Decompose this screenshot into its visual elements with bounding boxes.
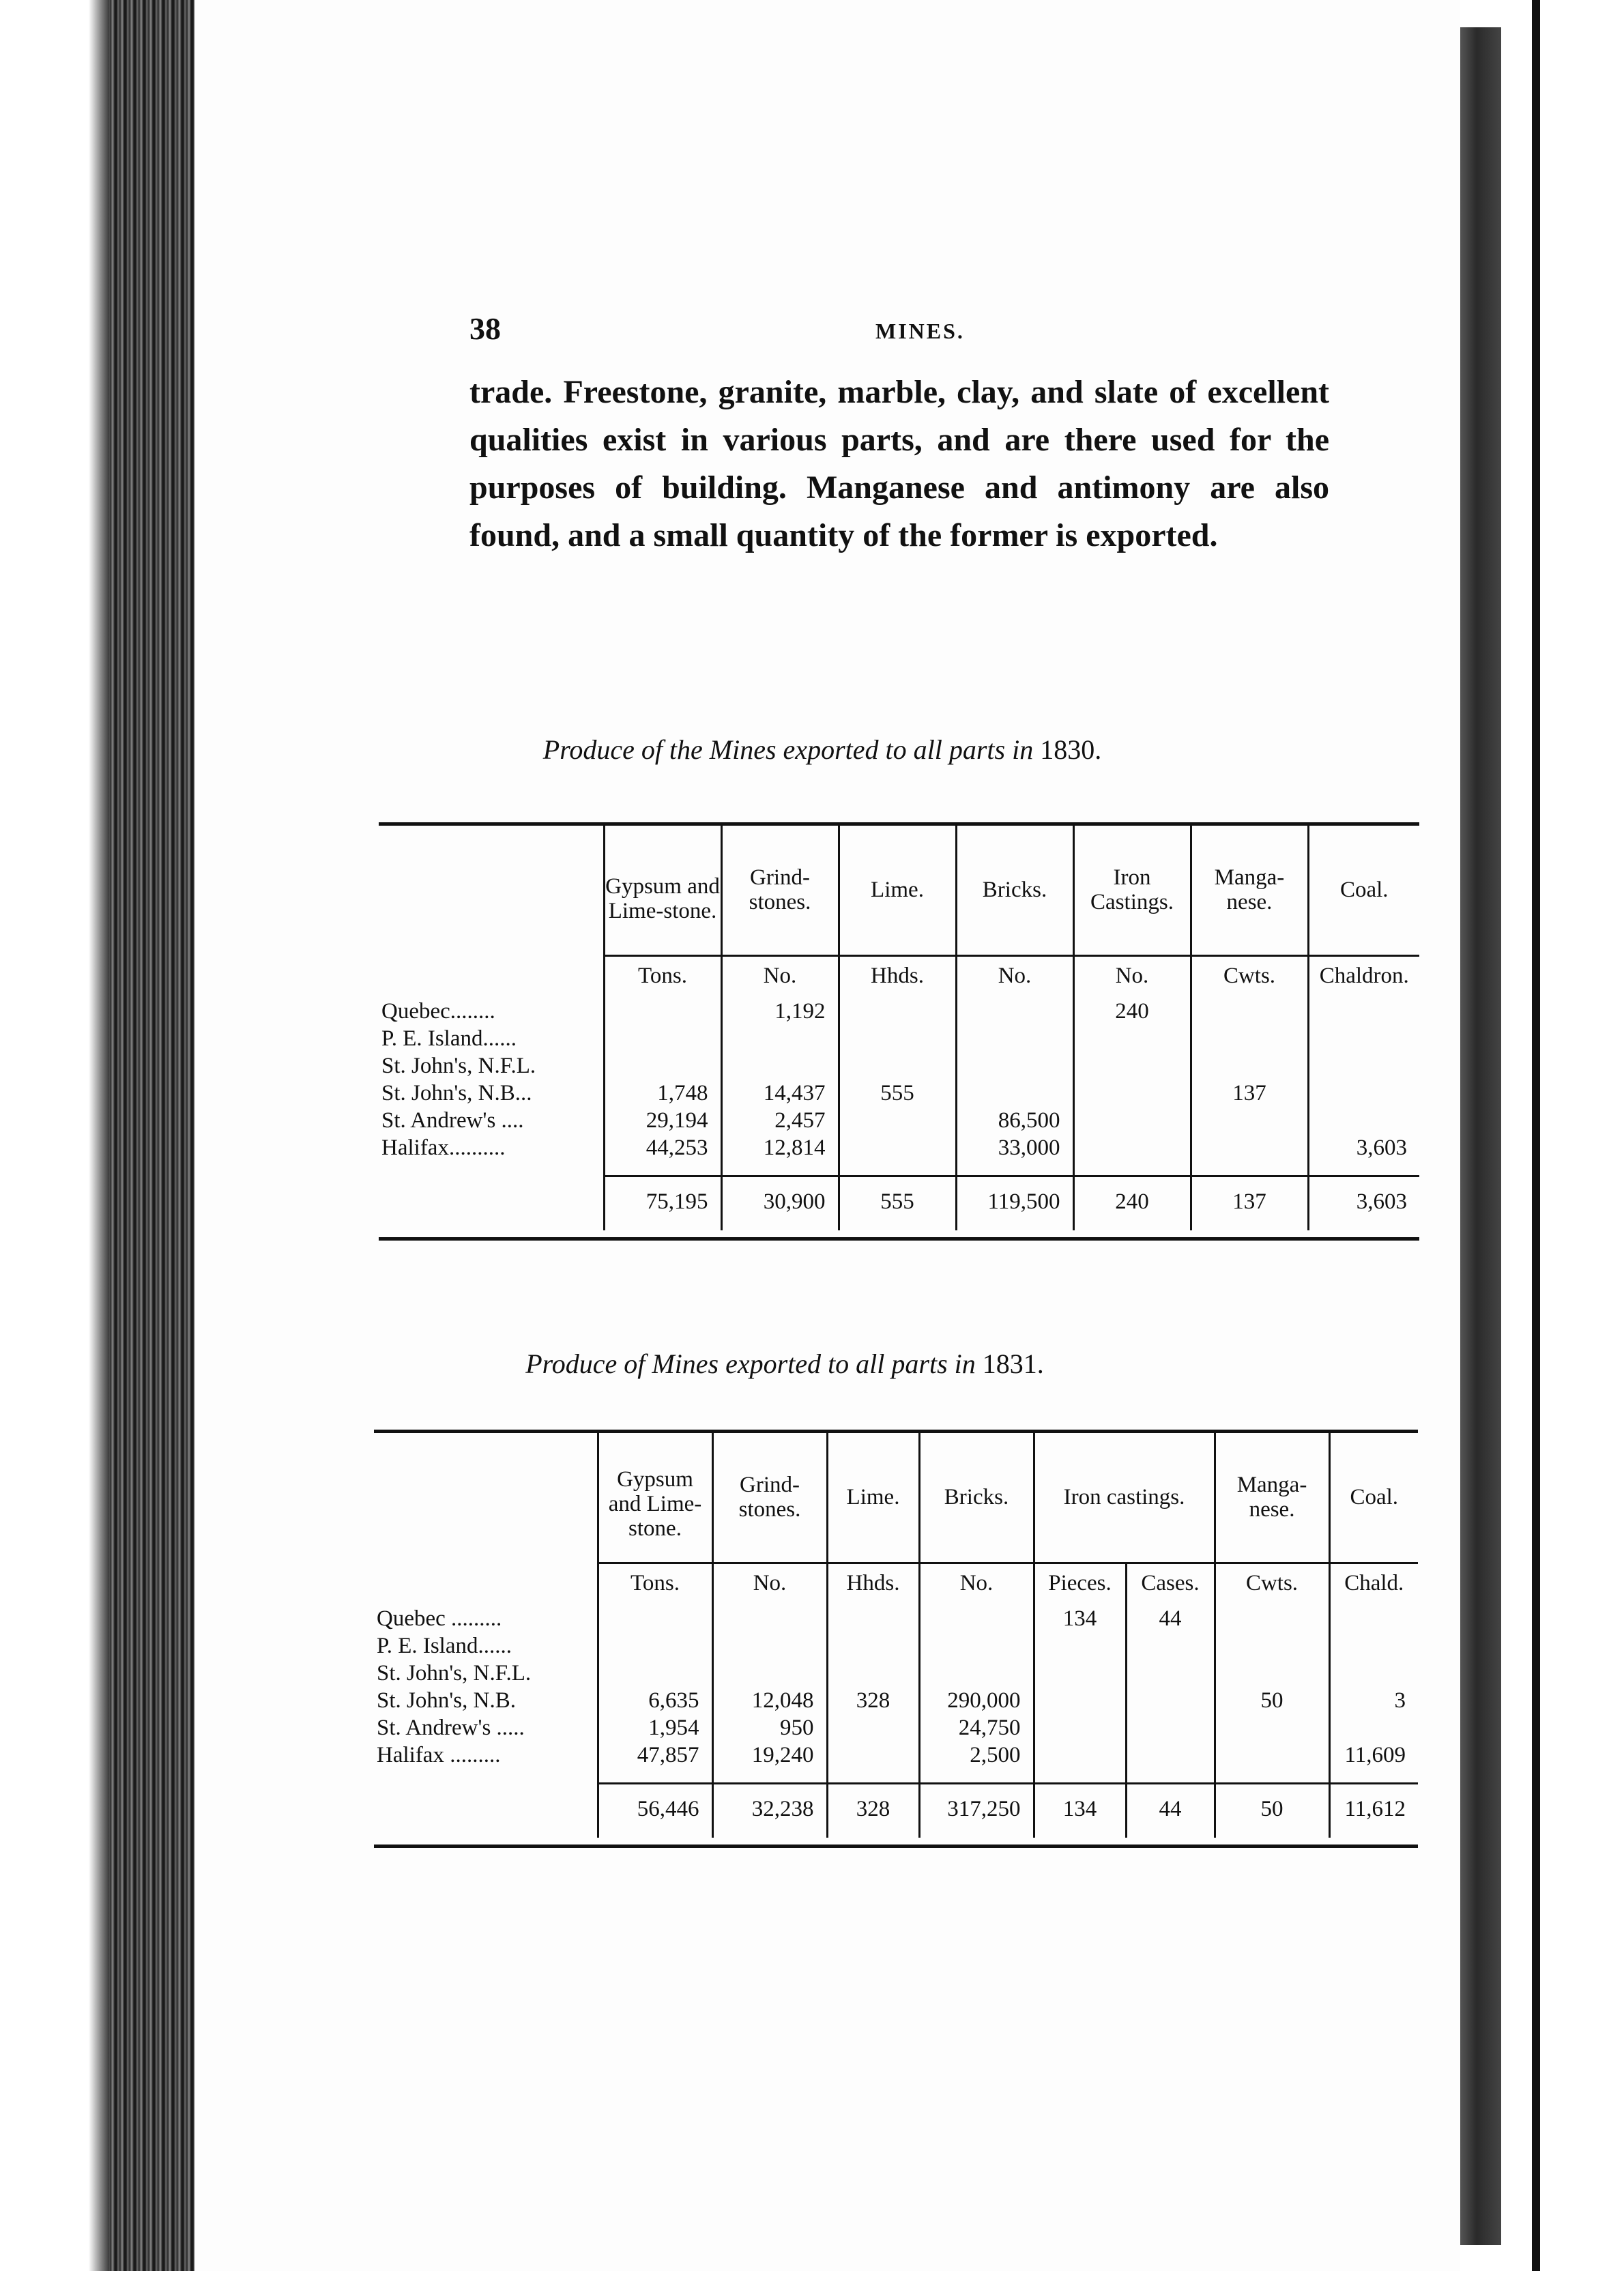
unit-cell: No. bbox=[721, 955, 839, 989]
row-label: St. John's, N.B. bbox=[377, 1688, 516, 1713]
table-cell bbox=[1215, 1714, 1329, 1741]
table-cell bbox=[1191, 1025, 1308, 1052]
unit-cell: Cwts. bbox=[1215, 1563, 1329, 1597]
table-cell bbox=[1329, 1632, 1418, 1660]
table-cell bbox=[1073, 1107, 1191, 1134]
caption-text: Produce of the Mines exported to all parts in bbox=[542, 734, 1034, 765]
table-row bbox=[379, 1052, 1419, 1080]
table-cell bbox=[1191, 989, 1308, 1025]
col-header: Lime. bbox=[839, 824, 956, 956]
total-cell: 328 bbox=[827, 1783, 919, 1838]
total-cell: 50 bbox=[1215, 1783, 1329, 1838]
row-label: St. John's, N.F.L. bbox=[381, 1053, 536, 1078]
table-cell bbox=[919, 1632, 1034, 1660]
table-1830-caption bbox=[310, 734, 1334, 766]
table-cell: 3 bbox=[1329, 1687, 1418, 1714]
caption-year: 1831. bbox=[982, 1348, 1044, 1379]
total-cell: 75,195 bbox=[604, 1176, 721, 1230]
total-cell: 3,603 bbox=[1308, 1176, 1419, 1230]
unit-cell: Chaldron. bbox=[1308, 955, 1419, 989]
table-cell bbox=[1308, 1080, 1419, 1107]
table-cell bbox=[839, 1134, 956, 1161]
total-cell: 555 bbox=[839, 1176, 956, 1230]
table-cell: 44,253 bbox=[604, 1134, 721, 1161]
table-cell bbox=[1126, 1741, 1215, 1769]
table-cell bbox=[827, 1660, 919, 1687]
table-cell bbox=[712, 1632, 827, 1660]
table-cell bbox=[919, 1660, 1034, 1687]
row-label: St. Andrew's ..... bbox=[377, 1715, 525, 1740]
table-row bbox=[374, 1660, 1418, 1687]
table-cell bbox=[827, 1632, 919, 1660]
total-cell: 317,250 bbox=[919, 1783, 1034, 1838]
unit-cell: Tons. bbox=[604, 955, 721, 989]
total-cell: 30,900 bbox=[721, 1176, 839, 1230]
table-cell: 1,748 bbox=[604, 1080, 721, 1107]
table-cell bbox=[919, 1597, 1034, 1632]
table-cell bbox=[721, 1025, 839, 1052]
table-cell bbox=[1308, 989, 1419, 1025]
table-cell bbox=[956, 989, 1073, 1025]
book-edge-left bbox=[0, 0, 194, 2271]
row-label: Quebec........ bbox=[381, 998, 495, 1024]
table-cell: 47,857 bbox=[598, 1741, 712, 1769]
table-cell bbox=[956, 1080, 1073, 1107]
table-row bbox=[374, 1632, 1418, 1660]
caption-year: 1830. bbox=[1040, 734, 1102, 765]
table-cell bbox=[1308, 1107, 1419, 1134]
table-cell bbox=[839, 1052, 956, 1080]
table-cell bbox=[1329, 1597, 1418, 1632]
table-cell bbox=[604, 1025, 721, 1052]
totals-row bbox=[374, 1783, 1418, 1838]
table-cell bbox=[712, 1597, 827, 1632]
col-header: Bricks. bbox=[956, 824, 1073, 956]
table-row bbox=[374, 1687, 1418, 1714]
table-cell: 24,750 bbox=[919, 1714, 1034, 1741]
table-cell: 950 bbox=[712, 1714, 827, 1741]
caption-text: Produce of Mines exported to all parts in bbox=[525, 1348, 976, 1379]
table-cell bbox=[1034, 1687, 1126, 1714]
total-cell: 44 bbox=[1126, 1783, 1215, 1838]
unit-cell: Cwts. bbox=[1191, 955, 1308, 989]
binding-shadow bbox=[1460, 27, 1501, 2245]
table-cell: 328 bbox=[827, 1687, 919, 1714]
table-cell bbox=[598, 1632, 712, 1660]
col-header: Bricks. bbox=[919, 1432, 1034, 1563]
table-cell bbox=[1215, 1597, 1329, 1632]
table-cell bbox=[1215, 1741, 1329, 1769]
table-cell bbox=[1126, 1632, 1215, 1660]
row-label: P. E. Island...... bbox=[381, 1026, 517, 1051]
table-cell: 33,000 bbox=[956, 1134, 1073, 1161]
running-head: MINES. bbox=[875, 319, 965, 343]
table-cell bbox=[839, 989, 956, 1025]
table-cell bbox=[956, 1052, 1073, 1080]
table-cell bbox=[1308, 1025, 1419, 1052]
total-cell: 119,500 bbox=[956, 1176, 1073, 1230]
book-edge-right bbox=[1460, 0, 1624, 2271]
table-cell bbox=[598, 1597, 712, 1632]
row-label: Halifax ......... bbox=[377, 1742, 501, 1767]
outer-margin bbox=[0, 0, 89, 2271]
table-row bbox=[374, 1741, 1418, 1769]
table-cell bbox=[1191, 1052, 1308, 1080]
edge-shadow bbox=[89, 0, 109, 2271]
header-row bbox=[374, 1432, 1418, 1563]
table-cell: 50 bbox=[1215, 1687, 1329, 1714]
col-header: Iron Castings. bbox=[1073, 824, 1191, 956]
units-row bbox=[374, 1563, 1418, 1597]
total-cell: 137 bbox=[1191, 1176, 1308, 1230]
col-header: Iron castings. bbox=[1034, 1432, 1215, 1563]
table-cell bbox=[1034, 1632, 1126, 1660]
row-label: St. John's, N.F.L. bbox=[377, 1660, 532, 1686]
table-cell bbox=[1215, 1660, 1329, 1687]
total-cell: 56,446 bbox=[598, 1783, 712, 1838]
total-cell: 134 bbox=[1034, 1783, 1126, 1838]
col-header: Grind-stones. bbox=[712, 1432, 827, 1563]
table-cell bbox=[1215, 1632, 1329, 1660]
table-cell: 44 bbox=[1126, 1597, 1215, 1632]
table-cell bbox=[1073, 1025, 1191, 1052]
table-cell: 3,603 bbox=[1308, 1134, 1419, 1161]
col-header: Manga-nese. bbox=[1191, 824, 1308, 956]
table-cell bbox=[827, 1741, 919, 1769]
table-cell bbox=[598, 1660, 712, 1687]
table-1831-caption bbox=[273, 1348, 1296, 1380]
col-header: Gypsum and Lime-stone. bbox=[598, 1432, 712, 1563]
table-cell: 19,240 bbox=[712, 1741, 827, 1769]
col-header: Grind-stones. bbox=[721, 824, 839, 956]
table-row bbox=[374, 1597, 1418, 1632]
unit-cell: Chald. bbox=[1329, 1563, 1418, 1597]
body-paragraph: trade. Freestone, granite, marble, clay, and slate of excellent qualities exist in various parts, and are there used for the purposes of building. Manganese and antimony are also found, and a small quantity of the former is exported. bbox=[469, 374, 1329, 553]
binding-line bbox=[1532, 0, 1540, 2271]
unit-cell: Hhds. bbox=[827, 1563, 919, 1597]
table-cell: 555 bbox=[839, 1080, 956, 1107]
totals-row bbox=[379, 1176, 1419, 1230]
unit-cell: Cases. bbox=[1126, 1563, 1215, 1597]
table-row bbox=[379, 1025, 1419, 1052]
table-cell bbox=[1191, 1107, 1308, 1134]
table-cell: 29,194 bbox=[604, 1107, 721, 1134]
col-header: Lime. bbox=[827, 1432, 919, 1563]
unit-cell: Pieces. bbox=[1034, 1563, 1126, 1597]
table-cell bbox=[604, 989, 721, 1025]
table-cell bbox=[1126, 1714, 1215, 1741]
table-cell: 290,000 bbox=[919, 1687, 1034, 1714]
table-cell bbox=[1329, 1660, 1418, 1687]
table-row bbox=[379, 1134, 1419, 1161]
table-cell bbox=[1308, 1052, 1419, 1080]
row-label: Quebec ......... bbox=[377, 1606, 502, 1631]
table-cell bbox=[1034, 1714, 1126, 1741]
table-cell: 134 bbox=[1034, 1597, 1126, 1632]
table-cell bbox=[1034, 1741, 1126, 1769]
table-cell bbox=[1073, 1052, 1191, 1080]
header-row bbox=[379, 824, 1419, 956]
table-cell bbox=[1073, 1134, 1191, 1161]
row-label: P. E. Island...... bbox=[377, 1633, 512, 1658]
table-row bbox=[379, 1080, 1419, 1107]
table-cell: 1,954 bbox=[598, 1714, 712, 1741]
table-cell bbox=[827, 1714, 919, 1741]
row-label: St. John's, N.B... bbox=[381, 1080, 532, 1105]
unit-cell: Tons. bbox=[598, 1563, 712, 1597]
table-cell bbox=[1034, 1660, 1126, 1687]
table-1831 bbox=[374, 1430, 1418, 1848]
table-row bbox=[374, 1714, 1418, 1741]
total-cell: 32,238 bbox=[712, 1783, 827, 1838]
table-cell: 86,500 bbox=[956, 1107, 1073, 1134]
row-label: St. Andrew's .... bbox=[381, 1108, 524, 1133]
col-header: Manga-nese. bbox=[1215, 1432, 1329, 1563]
table-1830 bbox=[379, 822, 1419, 1241]
total-cell: 11,612 bbox=[1329, 1783, 1418, 1838]
table-cell bbox=[604, 1052, 721, 1080]
table-cell: 6,635 bbox=[598, 1687, 712, 1714]
page-header bbox=[469, 310, 1357, 351]
table-cell bbox=[1126, 1660, 1215, 1687]
table-cell bbox=[839, 1025, 956, 1052]
table-cell: 14,437 bbox=[721, 1080, 839, 1107]
unit-cell: No. bbox=[956, 955, 1073, 989]
row-label: Halifax.......... bbox=[381, 1135, 506, 1160]
unit-cell: No. bbox=[1073, 955, 1191, 989]
col-header: Coal. bbox=[1308, 824, 1419, 956]
table-cell: 2,500 bbox=[919, 1741, 1034, 1769]
unit-cell: No. bbox=[919, 1563, 1034, 1597]
table-cell bbox=[1126, 1687, 1215, 1714]
table-cell: 11,609 bbox=[1329, 1741, 1418, 1769]
table-cell bbox=[1329, 1714, 1418, 1741]
col-header: Coal. bbox=[1329, 1432, 1418, 1563]
table-row bbox=[379, 989, 1419, 1025]
table-cell: 137 bbox=[1191, 1080, 1308, 1107]
table-cell: 2,457 bbox=[721, 1107, 839, 1134]
table-cell bbox=[956, 1025, 1073, 1052]
table-cell bbox=[1073, 1080, 1191, 1107]
table-cell: 240 bbox=[1073, 989, 1191, 1025]
col-header: Gypsum and Lime-stone. bbox=[604, 824, 721, 956]
table-cell bbox=[827, 1597, 919, 1632]
unit-cell: Hhds. bbox=[839, 955, 956, 989]
page-number: 38 bbox=[469, 311, 501, 346]
table-cell: 12,814 bbox=[721, 1134, 839, 1161]
table-cell bbox=[721, 1052, 839, 1080]
units-row bbox=[379, 955, 1419, 989]
table-row bbox=[379, 1107, 1419, 1134]
table-cell bbox=[712, 1660, 827, 1687]
table-cell: 12,048 bbox=[712, 1687, 827, 1714]
unit-cell: No. bbox=[712, 1563, 827, 1597]
table-cell bbox=[1191, 1134, 1308, 1161]
table-cell bbox=[839, 1107, 956, 1134]
table-cell: 1,192 bbox=[721, 989, 839, 1025]
total-cell: 240 bbox=[1073, 1176, 1191, 1230]
